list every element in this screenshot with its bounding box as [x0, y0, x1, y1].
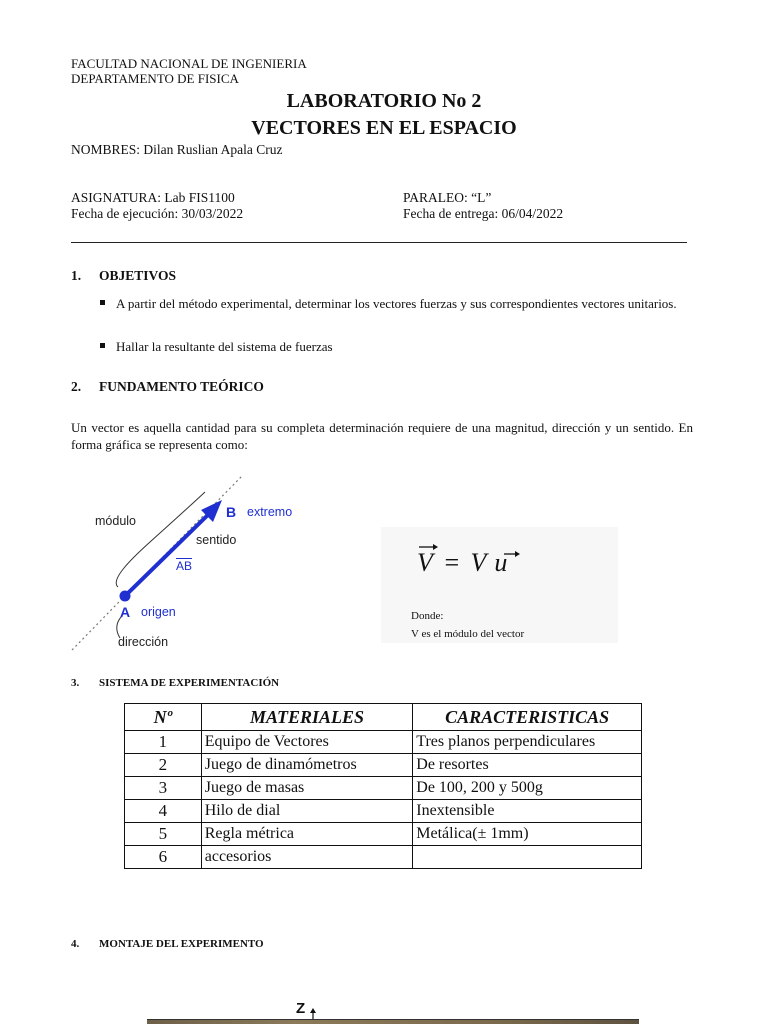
cell-characteristic: De resortes	[413, 754, 642, 777]
parallel: PARALEO: “L”	[403, 190, 492, 205]
label-origen: origen	[141, 605, 176, 619]
section-number: 2.	[71, 379, 82, 394]
header-number: Nº	[125, 704, 202, 731]
cell-material: Juego de dinamómetros	[201, 754, 413, 777]
header-characteristics: CARACTERISTICAS	[413, 704, 642, 731]
equation-text: V = V u	[417, 548, 508, 577]
cell-number: 1	[125, 731, 202, 754]
setup-photo	[147, 1020, 639, 1024]
section-title: MONTAJE DEL EXPERIMENTO	[99, 938, 264, 950]
table-header-row	[125, 704, 642, 731]
objective-item	[100, 339, 693, 355]
vector-arrow-icon	[433, 544, 438, 550]
table-row	[125, 800, 642, 823]
bullet-square-icon	[100, 300, 105, 305]
section-setup-heading	[71, 938, 264, 950]
bullet-square-icon	[100, 343, 105, 348]
label-b: B	[226, 504, 237, 520]
label-extremo: extremo	[247, 505, 293, 519]
cell-characteristic	[413, 846, 642, 869]
faculty-name: FACULTAD NACIONAL DE INGENIERIA	[71, 56, 307, 71]
section-title: FUNDAMENTO TEÓRICO	[99, 379, 264, 394]
section-title: SISTEMA DE EXPERIMENTACIÓN	[99, 677, 280, 689]
section-number: 4.	[71, 938, 80, 950]
vector-arrow-icon	[515, 551, 520, 557]
section-theory-heading	[71, 379, 264, 395]
section-title: OBJETIVOS	[99, 268, 177, 283]
student-names: NOMBRES: Dilan Ruslian Apala Cruz	[71, 142, 283, 157]
cell-material: Hilo de dial	[201, 800, 413, 823]
theory-paragraph: Un vector es aquella cantidad para su completa determinación requiere de una magnitud, dirección y un sentido. En forma gráfica se representa como:	[71, 420, 693, 452]
table-row	[125, 777, 642, 800]
table-row	[125, 823, 642, 846]
lab-title: LABORATORIO No 2	[286, 90, 482, 112]
table-row	[125, 754, 642, 777]
cell-material: Equipo de Vectores	[201, 731, 413, 754]
label-a: A	[120, 604, 131, 620]
delivery-date: Fecha de entrega: 06/04/2022	[403, 206, 564, 221]
objective-item	[100, 296, 693, 328]
cell-characteristic: Inextensible	[413, 800, 642, 823]
objective-text: A partir del método experimental, determinar los vectores fuerzas y sus correspondientes vectores unitarios.	[116, 296, 677, 311]
table-row	[125, 846, 642, 869]
formula-donde: Donde:	[411, 610, 444, 622]
section-objectives-heading	[71, 268, 176, 284]
cell-material: accesorios	[201, 846, 413, 869]
objective-text: Hallar la resultante del sistema de fuerzas	[116, 339, 333, 354]
cell-number: 3	[125, 777, 202, 800]
cell-characteristic: De 100, 200 y 500g	[413, 777, 642, 800]
cell-material: Juego de masas	[201, 777, 413, 800]
header-materials: MATERIALES	[201, 704, 413, 731]
axis-z-label: Z	[296, 1000, 306, 1017]
execution-date: Fecha de ejecución: 30/03/2022	[71, 206, 244, 221]
section-number: 1.	[71, 268, 82, 283]
cell-number: 4	[125, 800, 202, 823]
cell-characteristic: Metálica(± 1mm)	[413, 823, 642, 846]
cell-number: 5	[125, 823, 202, 846]
label-direccion: dirección	[118, 635, 169, 649]
section-number: 3.	[71, 677, 80, 689]
label-modulo: módulo	[95, 514, 136, 528]
header-divider	[71, 242, 687, 243]
materials-table	[124, 703, 642, 869]
cell-number: 6	[125, 846, 202, 869]
formula-equation	[381, 527, 618, 643]
lab-subtitle: VECTORES EN EL ESPACIO	[251, 117, 517, 139]
formula-note: V es el módulo del vector	[411, 628, 525, 640]
cell-number: 2	[125, 754, 202, 777]
origin-point	[120, 591, 131, 602]
table-row	[125, 731, 642, 754]
department-name: DEPARTAMENTO DE FISICA	[71, 71, 239, 86]
cell-material: Regla métrica	[201, 823, 413, 846]
subject: ASIGNATURA: Lab FIS1100	[71, 190, 235, 205]
label-sentido: sentido	[196, 533, 237, 547]
formula-box	[381, 527, 618, 643]
cell-characteristic: Tres planos perpendiculares	[413, 731, 642, 754]
section-experiment-heading	[71, 677, 279, 689]
label-ab: $\overline{AB}$	[176, 559, 193, 573]
